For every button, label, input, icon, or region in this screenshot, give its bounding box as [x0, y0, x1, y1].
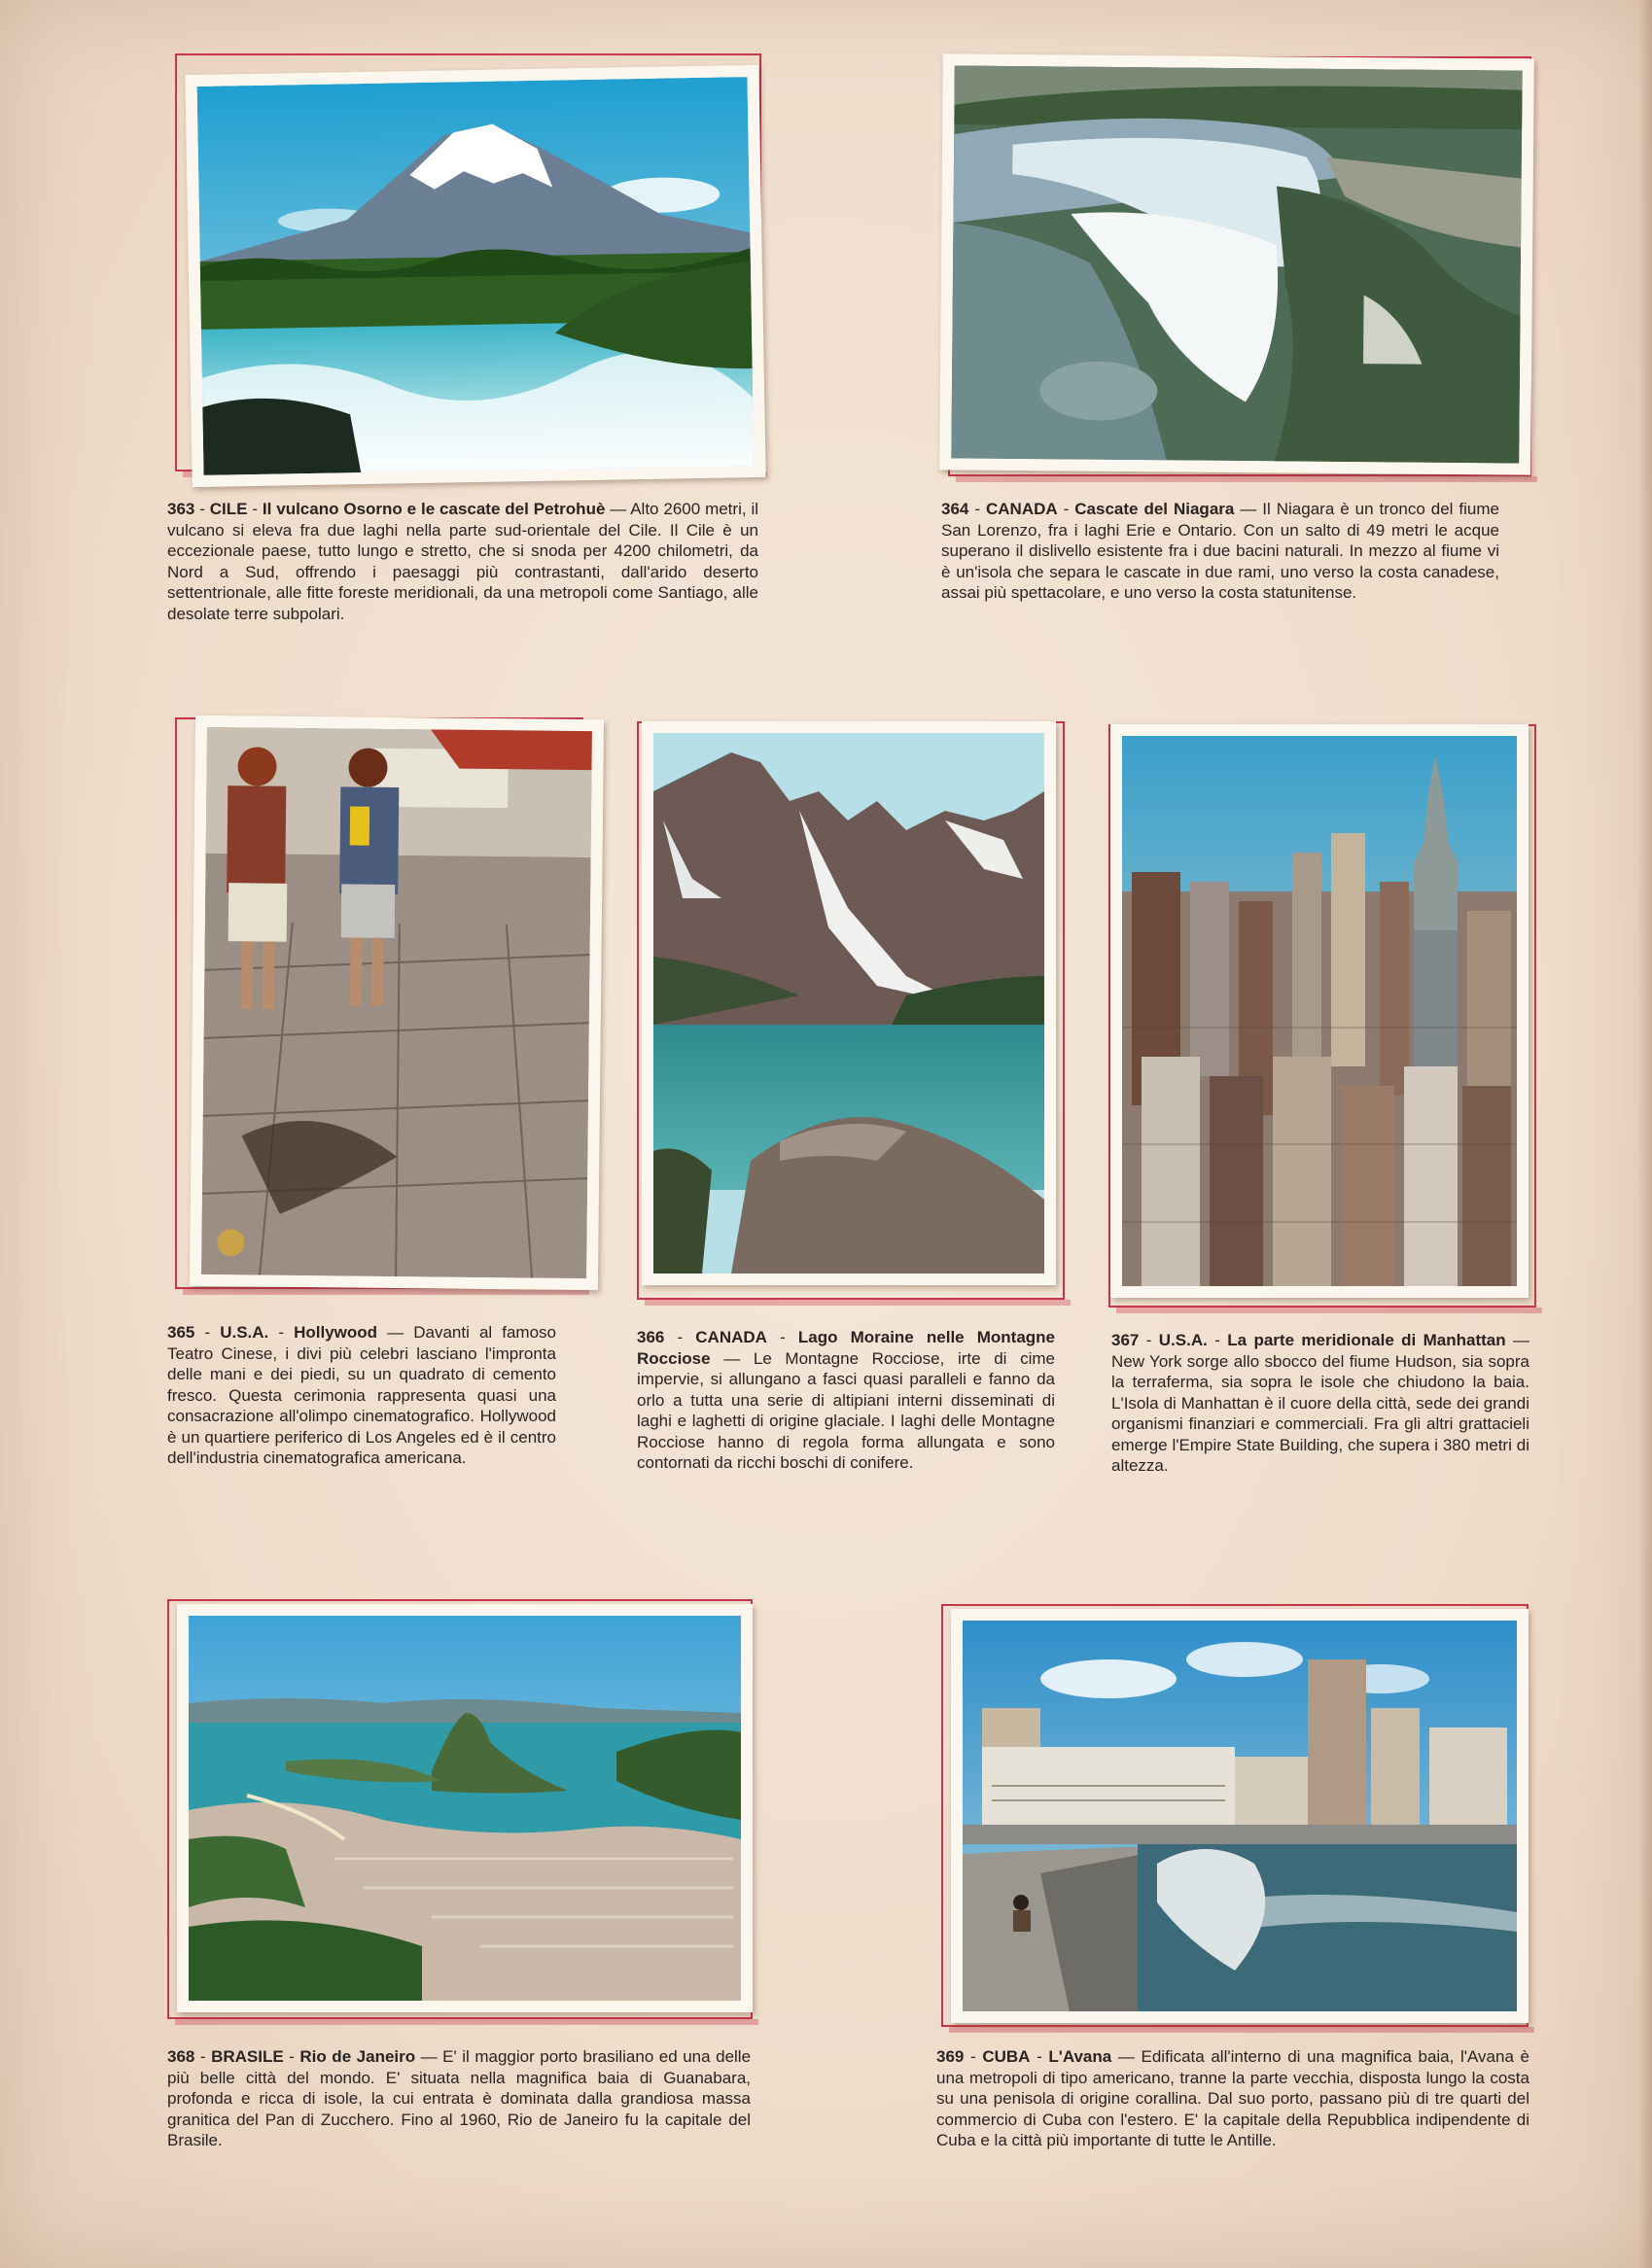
caption-366: 366 - CANADA - Lago Moraine nelle Montagne Rocciose — Le Montagne Rocciose, irte di cime impervie, si allungano a fasci quasi paralleli e fanno da orlo a tutta una serie di altipiani interni disseminati di laghi e laghetti di origine glaciale. I laghi delle Montagne Rocciose hanno di regola forma allungata e sono contornati da ricchi boschi di conifere. — [637, 1328, 1056, 1472]
sticker-subject: Il vulcano Osorno e le cascate del Petrohuè — [262, 500, 606, 518]
sticker-366 — [642, 721, 1056, 1285]
sticker-number: 363 — [167, 500, 195, 518]
bay-city-photo — [189, 1616, 741, 2001]
sticker-365 — [190, 715, 604, 1290]
hollywood-street-photo — [201, 727, 592, 1278]
volcano-lake-photo — [197, 77, 755, 475]
caption-363: 363 - CILE - Il vulcano Osorno e le cascate del Petrohuè — Alto 2600 metri, il vulcano si eleva fra due laghi nella parte sud-orientale del Cile. Il Cile è un eccezionale paese, tutto lungo e stretto, che si snoda per 4200 chilometri, da Nord a Sud, offrendo i paesaggi più contrastanti, dall'arido deserto settentrionale, alle fitte foreste meridionali, da una metropoli come Santiago, alle desolate terre subpolari. — [167, 500, 758, 623]
sticker-367 — [1110, 724, 1529, 1298]
sticker-place: CILE — [209, 500, 248, 518]
sticker-369 — [951, 1609, 1529, 2023]
page-spine-shadow — [1638, 0, 1652, 2268]
sticker-description: Alto 2600 metri, il vulcano si eleva fra due laghi nella parte sud-orientale del Cile. Il Cile è un eccezionale paese, tutto lungo e stretto, che si snoda per 4200 chilometri, da Nord a Sud, offrendo i paesaggi più contrastanti, dall'arido deserto settentrionale, alle fitte foreste meridionali, da una metropoli come Santiago, alle desolate terre subpolari. — [167, 500, 758, 623]
skyline-photo — [1122, 736, 1517, 1286]
sticker-368 — [177, 1604, 753, 2012]
seafront-photo — [963, 1621, 1517, 2011]
mountain-lake-photo — [653, 733, 1044, 1274]
sticker-364 — [939, 53, 1534, 474]
sticker-363 — [185, 65, 765, 487]
caption-365: 365 - U.S.A. - Hollywood — Davanti al famoso Teatro Cinese, i divi più celebri lasciano l'impronta delle mani e dei piedi, su un quadrato di cemento fresco. Questa cerimonia rappresenta quasi una consacrazione all'olimpo cinematografico. Hollywood è un quartiere periferico di Los Angeles ed è il centro dell'industria cinematografica americana. — [167, 1323, 556, 1467]
caption-367: 367 - U.S.A. - La parte meridionale di Manhattan — New York sorge allo sbocco del fiume Hudson, sia sopra la terraferma, sia sopra le isole che chiudono la baia. L'Isola di Manhattan è il cuore della città, sede dei grandi organismi finanziari e commerciali. Fra gli altri grattacieli emerge l'Empire State Building, che supera i 380 metri di altezza. — [1111, 1331, 1530, 1475]
caption-368: 368 - BRASILE - Rio de Janeiro — E' il maggior porto brasiliano ed una delle più belle città del mondo. E' situata nella magnifica baia di Guanabara, profonda e ricca di isole, la cui entrata è dominata dalla grandiosa massa granitica del Pan di Zucchero. Fino al 1960, Rio de Janeiro fu la capitale del Brasile. — [167, 2047, 752, 2149]
caption-364: 364 - CANADA - Cascate del Niagara — Il Niagara è un tronco del fiume San Lorenzo, fra i laghi Erie e Ontario. Con un salto di 49 metri le acque superano il dislivello esistente fra i due bacini naturali. In mezzo al fiume vi è un'isola che separa le cascate in due rami, uno verso la costa canadese, assai più spettacolare, e uno verso la costa statunitense. — [941, 500, 1499, 602]
caption-369: 369 - CUBA - L'Avana — Edificata all'interno di una magnifica baia, l'Avana è una metropoli di tipo americano, tranne la parte vecchia, disposta lungo la costa su una penisola di origine corallina. Dal suo porto, passano più di tre quarti del commercio di Cuba con l'estero. E' la capitale della Repubblica indipendente di Cuba e la città più importante di tutte le Antille. — [936, 2047, 1530, 2149]
waterfall-aerial-photo — [951, 65, 1523, 463]
